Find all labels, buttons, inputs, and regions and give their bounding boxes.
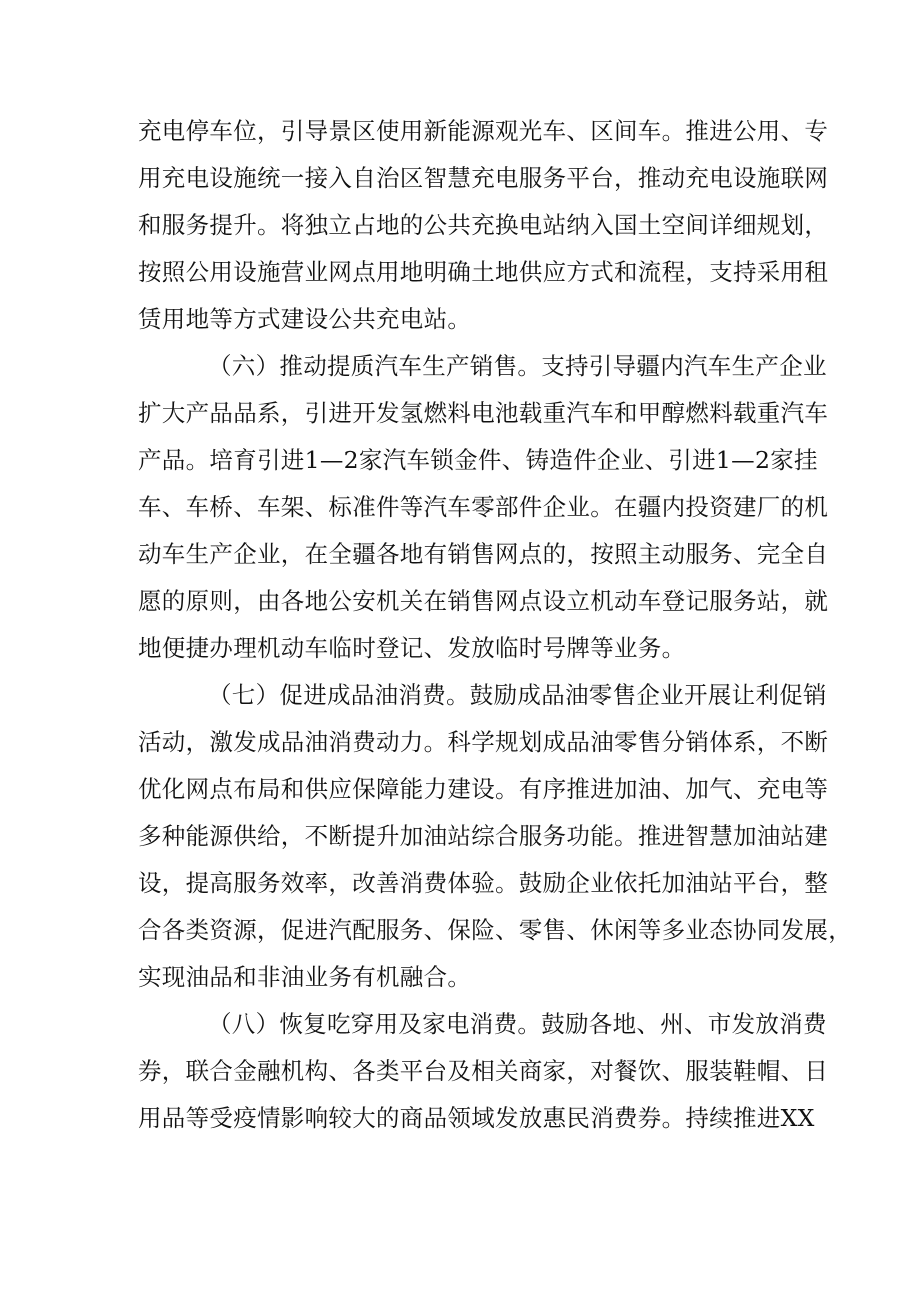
paragraph-charging-facilities [138,108,829,343]
text-line: 实现油品和非油业务有机融合。 [138,963,472,991]
paragraph-section-eight [138,1001,829,1142]
text-line: 设，提高服务效率，改善消费体验。鼓励企业依托加油站平台，整 [138,869,829,897]
text-line: 地便捷办理机动车临时登记、发放临时号牌等业务。 [138,634,686,662]
document-body [138,108,852,1142]
text-line: 合各类资源，促进汽配服务、保险、零售、休闲等多业态协同发展， [138,916,852,944]
text-line: 优化网点布局和供应保障能力建设。有序推进加油、加气、充电等 [138,775,829,803]
text-line: 车、车桥、车架、标准件等汽车零部件企业。在疆内投资建厂的机 [138,493,829,521]
text-line: （七）促进成品油消费。鼓励成品油零售企业开展让利促销 [208,681,827,709]
text-line: 用品等受疫情影响较大的商品领域发放惠民消费券。持续推进XX [138,1104,815,1132]
paragraph-section-six [138,343,829,672]
text-line: 多种能源供给，不断提升加油站综合服务功能。推进智慧加油站建 [138,822,829,850]
paragraph-section-seven [138,672,852,1001]
text-line: 用充电设施统一接入自治区智慧充电服务平台，推动充电设施联网 [138,164,829,192]
text-line: 券，联合金融机构、各类平台及相关商家，对餐饮、服装鞋帽、日 [138,1057,829,1085]
text-line: 动车生产企业，在全疆各地有销售网点的，按照主动服务、完全自 [138,540,829,568]
text-line: （八）恢复吃穿用及家电消费。鼓励各地、州、市发放消费 [208,1010,827,1038]
text-line: 活动，激发成品油消费动力。科学规划成品油零售分销体系，不断 [138,728,829,756]
text-line: 和服务提升。将独立占地的公共充换电站纳入国土空间详细规划， [138,211,829,239]
text-line: 扩大产品品系，引进开发氢燃料电池载重汽车和甲醇燃料载重汽车 [138,399,829,427]
text-line: （六）推动提质汽车生产销售。支持引导疆内汽车生产企业 [208,352,827,380]
text-line: 按照公用设施营业网点用地明确土地供应方式和流程，支持采用租 [138,258,829,286]
text-line: 愿的原则，由各地公安机关在销售网点设立机动车登记服务站，就 [138,587,829,615]
text-line: 赁用地等方式建设公共充电站。 [138,305,472,333]
text-line: 产品。培育引进1—2家汽车锁金件、铸造件企业、引进1—2家挂 [138,446,818,474]
text-line: 充电停车位，引导景区使用新能源观光车、区间车。推进公用、专 [138,117,829,145]
